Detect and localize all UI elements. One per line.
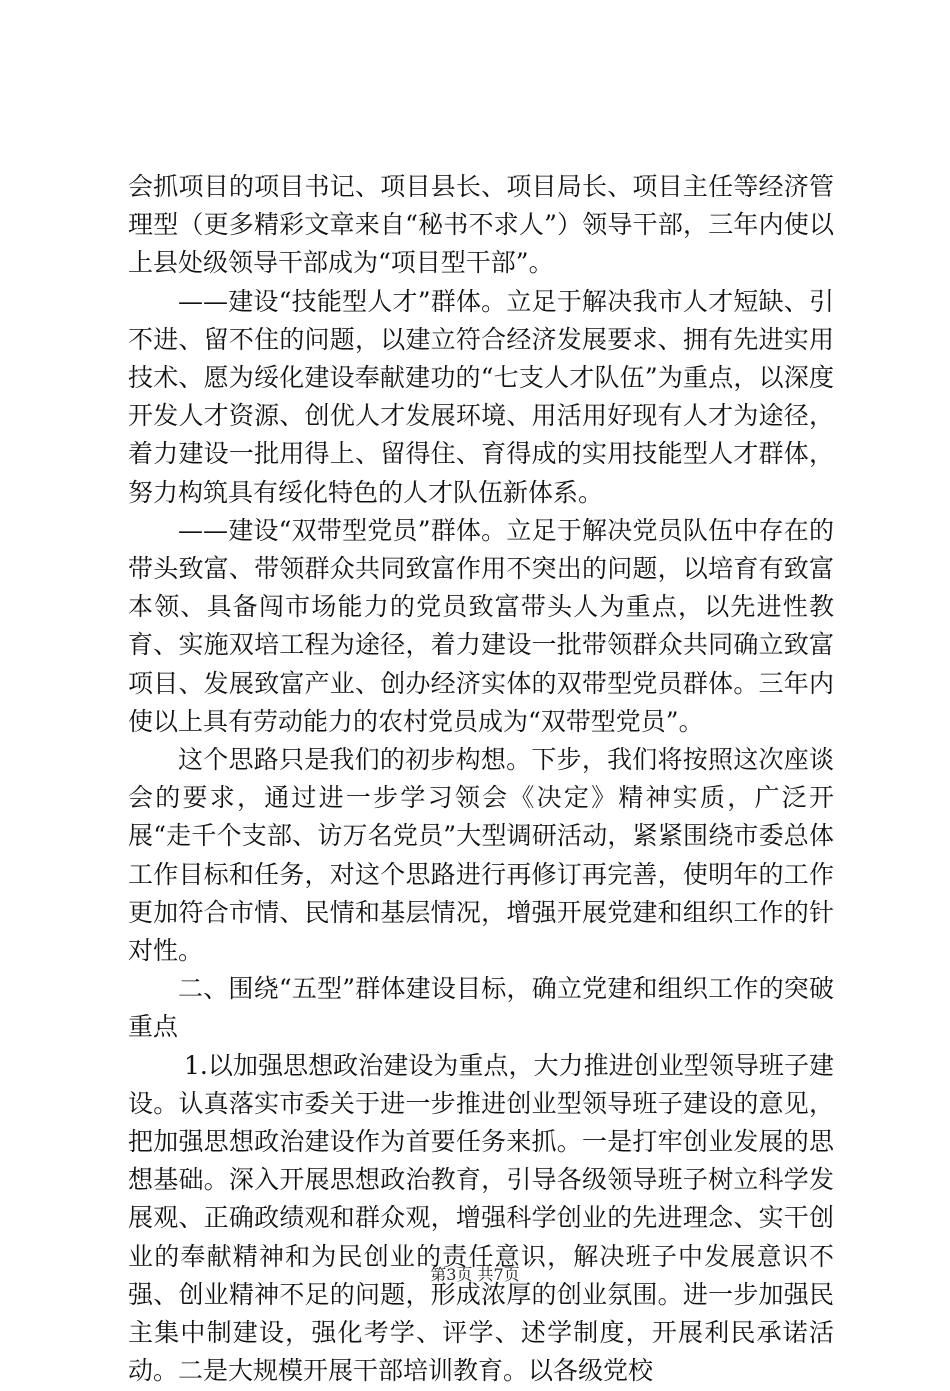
paragraph-continuation: 会抓项目的项目书记、项目县长、项目局长、项目主任等经济管理型（更多精彩文章来自“秘书不求人”）领导干部，三年内使以上县处级领导干部成为“项目型干部”。 <box>128 172 834 278</box>
document-body <box>128 168 834 1391</box>
paragraph-double-lead-members: ——建设“双带型党员”群体。立足于解决党员队伍中存在的带头致富、带领群众共同致富作用不突出的问题，以培育有致富本领、具备闯市场能力的党员致富带头人为重点，以先进性教育、实施双培工程为途径，着力建设一批带领群众共同确立致富项目、发展致富产业、创办经济实体的双带型党员群体。三年内使以上具有劳动能力的农村党员成为“双带型党员”。 <box>128 515 834 736</box>
paragraph-item-one: 1.以加强思想政治建设为重点，大力推进创业型领导班子建设。认真落实市委关于进一步推进创业型领导班子建设的意见，把加强思想政治建设作为首要任务来抓。一是打牢创业发展的思想基础。深入开展思想政治教育，引导各级领导班子树立科学发展观、正确政绩观和群众观，增强科学创业的先进理念、实干创业的奉献精神和为民创业的责任意识，解决班子中发展意识不强、创业精神不足的问题，形成浓厚的创业氛围。进一步加强民主集中制建设，强化考学、评学、述学制度，开展利民承诺活动。二是大规模开展干部培训教育。以各级党校 <box>128 1050 834 1386</box>
paragraph-skilled-talent: ——建设“技能型人才”群体。立足于解决我市人才短缺、引不进、留不住的问题，以建立符合经济发展要求、拥有先进实用技术、愿为绥化建设奉献建功的“七支人才队伍”为重点，以深度开发人才资源、创优人才发展环境、用活用好现有人才为途径，着力建设一批用得上、留得住、育得成的实用技能型人才群体，努力构筑具有绥化特色的人才队伍新体系。 <box>128 286 834 507</box>
page-number-footer: 第3页 共7页 <box>430 1265 520 1284</box>
section-heading-two: 二、围绕“五型”群体建设目标，确立党建和组织工作的突破重点 <box>128 974 834 1042</box>
paragraph-initial-plan: 这个思路只是我们的初步构想。下步，我们将按照这次座谈会的要求，通过进一步学习领会《决定》精神实质，广泛开展“走千个支部、访万名党员”大型调研活动，紧紧围绕市委总体工作目标和任务，对这个思路进行再修订再完善，使明年的工作更加符合市情、民情和基层情况，增强开展党建和组织工作的针对性。 <box>128 745 834 966</box>
